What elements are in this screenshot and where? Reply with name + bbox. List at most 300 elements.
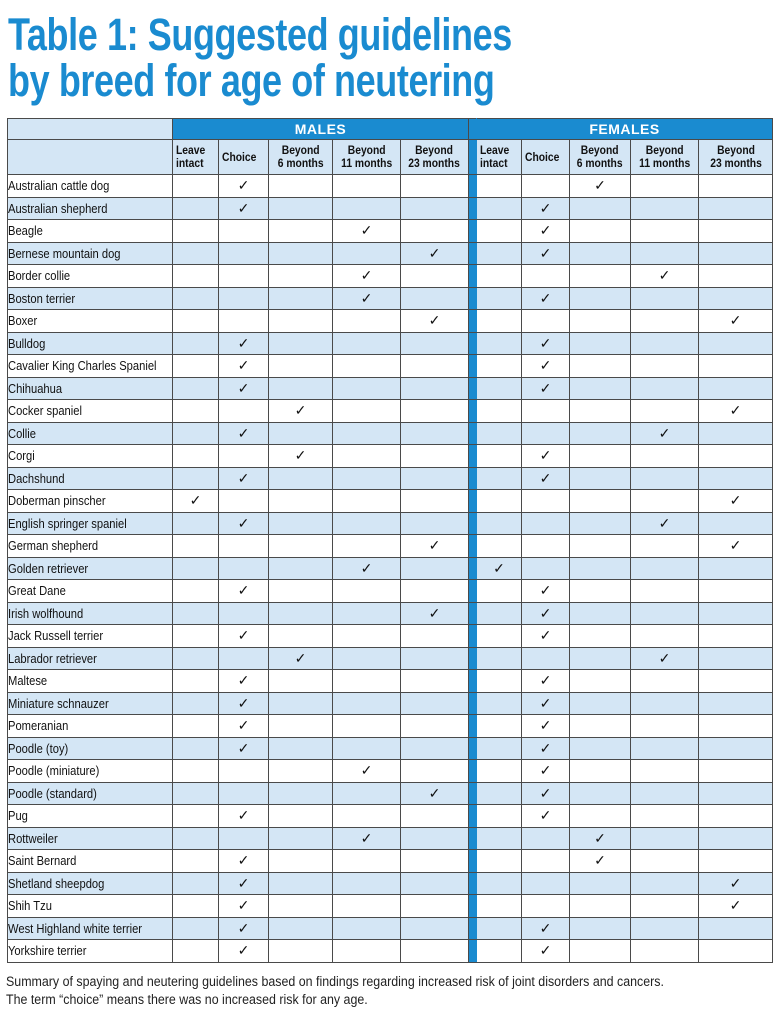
male-cell-11 (333, 737, 401, 760)
female-cell-23 (699, 760, 773, 783)
female-cell-choice (522, 715, 570, 738)
male-cell-choice (219, 602, 269, 625)
breed-name: Shih Tzu (8, 898, 52, 914)
male-cell-11 (333, 917, 401, 940)
male-cell-11 (333, 287, 401, 310)
female-cell-6 (570, 220, 631, 243)
male-cell-23 (401, 760, 469, 783)
column-divider (469, 490, 477, 513)
check-icon: ✓ (539, 762, 552, 779)
male-cell-choice (219, 737, 269, 760)
table-row (8, 557, 773, 580)
male-cell-choice (219, 850, 269, 873)
table-row (8, 422, 773, 445)
check-icon: ✓ (493, 559, 505, 576)
female-cell-23 (699, 850, 773, 873)
breed-name: Australian shepherd (8, 200, 108, 216)
female-cell-23 (699, 827, 773, 850)
corner-cell (8, 119, 173, 140)
col-header-line-2: intact (176, 156, 204, 170)
check-icon: ✓ (539, 739, 552, 756)
male-cell-23 (401, 422, 469, 445)
male-cell-6 (269, 242, 333, 265)
female-cell-6 (570, 940, 631, 963)
male-cell-intact (173, 737, 219, 760)
male-cell-choice (219, 647, 269, 670)
male-cell-intact (173, 760, 219, 783)
female-cell-choice (522, 467, 570, 490)
table-row (8, 220, 773, 243)
male-cell-11 (333, 692, 401, 715)
col-header-line-1: Beyond (645, 143, 684, 157)
male-cell-choice (219, 895, 269, 918)
breed-name: Doberman pinscher (8, 493, 106, 509)
column-divider (469, 400, 477, 423)
female-cell-intact (477, 917, 522, 940)
female-col-header-1 (522, 140, 570, 175)
female-cell-6 (570, 355, 631, 378)
male-cell-choice (219, 872, 269, 895)
breed-cell (8, 490, 173, 513)
male-cell-23 (401, 400, 469, 423)
male-cell-6 (269, 827, 333, 850)
check-icon: ✓ (539, 784, 552, 801)
female-cell-11 (631, 940, 699, 963)
check-icon: ✓ (294, 402, 307, 419)
female-cell-6 (570, 737, 631, 760)
male-cell-choice (219, 310, 269, 333)
male-cell-6 (269, 692, 333, 715)
male-cell-intact (173, 557, 219, 580)
table-row (8, 332, 773, 355)
male-cell-6 (269, 715, 333, 738)
check-icon: ✓ (237, 694, 250, 711)
male-cell-intact (173, 647, 219, 670)
male-cell-11 (333, 400, 401, 423)
breed-cell (8, 940, 173, 963)
column-divider (469, 940, 477, 963)
breed-name: Great Dane (8, 583, 66, 599)
male-cell-23 (401, 332, 469, 355)
female-cell-11 (631, 445, 699, 468)
table-row (8, 647, 773, 670)
male-cell-choice (219, 917, 269, 940)
male-cell-6 (269, 917, 333, 940)
check-icon: ✓ (539, 627, 552, 644)
female-cell-11 (631, 715, 699, 738)
female-cell-23 (699, 220, 773, 243)
check-icon: ✓ (539, 942, 552, 959)
male-cell-6 (269, 625, 333, 648)
breed-cell (8, 760, 173, 783)
male-cell-23 (401, 917, 469, 940)
female-cell-6 (570, 512, 631, 535)
male-cell-6 (269, 737, 333, 760)
column-divider (469, 512, 477, 535)
male-cell-choice (219, 805, 269, 828)
male-cell-11 (333, 602, 401, 625)
female-cell-23 (699, 670, 773, 693)
male-cell-intact (173, 220, 219, 243)
female-cell-intact (477, 760, 522, 783)
female-cell-6 (570, 422, 631, 445)
female-cell-11 (631, 220, 699, 243)
check-icon: ✓ (539, 717, 552, 734)
female-cell-11 (631, 670, 699, 693)
male-cell-intact (173, 310, 219, 333)
breed-name: Cocker spaniel (8, 403, 82, 419)
female-cell-11 (631, 490, 699, 513)
column-divider (469, 242, 477, 265)
table-row (8, 850, 773, 873)
check-icon: ✓ (658, 514, 671, 531)
table-row (8, 940, 773, 963)
male-col-header-4 (401, 140, 469, 175)
male-cell-intact (173, 265, 219, 288)
male-cell-23 (401, 737, 469, 760)
male-cell-23 (401, 242, 469, 265)
female-cell-23 (699, 940, 773, 963)
female-cell-6 (570, 782, 631, 805)
female-cell-intact (477, 400, 522, 423)
column-divider (469, 647, 477, 670)
breed-cell (8, 467, 173, 490)
male-cell-11 (333, 557, 401, 580)
col-header-line-2: 6 months (277, 156, 324, 170)
male-cell-11 (333, 265, 401, 288)
female-cell-6 (570, 332, 631, 355)
female-cell-6 (570, 557, 631, 580)
male-cell-11 (333, 850, 401, 873)
check-icon: ✓ (539, 199, 552, 216)
check-icon: ✓ (237, 199, 250, 216)
female-cell-choice (522, 287, 570, 310)
check-icon: ✓ (237, 672, 250, 689)
female-cell-6 (570, 715, 631, 738)
column-divider (469, 467, 477, 490)
female-cell-11 (631, 625, 699, 648)
table-row (8, 715, 773, 738)
male-cell-6 (269, 647, 333, 670)
male-cell-23 (401, 782, 469, 805)
male-col-header-0 (173, 140, 219, 175)
male-cell-6 (269, 490, 333, 513)
female-cell-6 (570, 197, 631, 220)
male-cell-23 (401, 805, 469, 828)
male-cell-choice (219, 175, 269, 198)
female-cell-intact (477, 940, 522, 963)
female-cell-6 (570, 175, 631, 198)
column-divider (469, 805, 477, 828)
breed-name: West Highland white terrier (8, 920, 143, 936)
table-row (8, 737, 773, 760)
breed-cell (8, 782, 173, 805)
col-header-line-1: Beyond (716, 143, 755, 157)
male-cell-intact (173, 715, 219, 738)
check-icon: ✓ (360, 267, 373, 284)
female-cell-choice (522, 175, 570, 198)
female-cell-11 (631, 512, 699, 535)
female-cell-intact (477, 557, 522, 580)
breed-name: Collie (8, 425, 36, 441)
col-header-line-2: 11 months (638, 156, 691, 170)
male-cell-23 (401, 872, 469, 895)
female-cell-23 (699, 467, 773, 490)
breed-cell (8, 692, 173, 715)
check-icon: ✓ (237, 582, 250, 599)
male-cell-intact (173, 917, 219, 940)
table-row (8, 467, 773, 490)
group-header-row (8, 119, 773, 140)
female-cell-choice (522, 310, 570, 333)
female-cell-intact (477, 625, 522, 648)
title-line-1: Table 1: Suggested guidelines (8, 9, 512, 60)
breed-cell (8, 422, 173, 445)
male-cell-11 (333, 805, 401, 828)
female-cell-choice (522, 737, 570, 760)
female-cell-23 (699, 557, 773, 580)
male-cell-6 (269, 445, 333, 468)
male-cell-23 (401, 512, 469, 535)
footnote (6, 973, 733, 1009)
male-cell-choice (219, 265, 269, 288)
col-header-line-1: Leave (480, 143, 510, 157)
column-divider (469, 557, 477, 580)
female-cell-6 (570, 467, 631, 490)
breed-name: Bernese mountain dog (8, 245, 121, 261)
female-cell-6 (570, 625, 631, 648)
female-cell-6 (570, 265, 631, 288)
male-cell-11 (333, 490, 401, 513)
check-icon: ✓ (237, 739, 250, 756)
female-col-header-2 (570, 140, 631, 175)
female-cell-choice (522, 445, 570, 468)
check-icon: ✓ (539, 469, 552, 486)
male-cell-23 (401, 850, 469, 873)
column-divider (469, 872, 477, 895)
female-cell-6 (570, 760, 631, 783)
female-cell-23 (699, 782, 773, 805)
check-icon: ✓ (539, 582, 552, 599)
female-cell-choice (522, 760, 570, 783)
breed-name: Miniature schnauzer (8, 695, 109, 711)
table-row (8, 580, 773, 603)
female-col-header-4 (699, 140, 773, 175)
check-icon: ✓ (428, 244, 441, 261)
breed-name: Pug (8, 808, 28, 824)
female-cell-6 (570, 602, 631, 625)
check-icon: ✓ (594, 177, 606, 194)
female-cell-intact (477, 512, 522, 535)
female-col-header-0 (477, 140, 522, 175)
female-cell-23 (699, 197, 773, 220)
female-cell-6 (570, 580, 631, 603)
female-cell-11 (631, 827, 699, 850)
table-row (8, 692, 773, 715)
female-cell-intact (477, 850, 522, 873)
male-cell-choice (219, 670, 269, 693)
female-cell-choice (522, 895, 570, 918)
check-icon: ✓ (360, 829, 373, 846)
check-icon: ✓ (237, 469, 250, 486)
female-cell-11 (631, 850, 699, 873)
male-cell-6 (269, 377, 333, 400)
check-icon: ✓ (539, 379, 552, 396)
table-row (8, 355, 773, 378)
female-cell-intact (477, 467, 522, 490)
female-cell-intact (477, 490, 522, 513)
table-row (8, 512, 773, 535)
check-icon: ✓ (428, 784, 441, 801)
column-divider (469, 197, 477, 220)
breed-cell (8, 557, 173, 580)
female-cell-intact (477, 265, 522, 288)
male-cell-23 (401, 287, 469, 310)
female-cell-23 (699, 422, 773, 445)
male-cell-11 (333, 535, 401, 558)
female-cell-choice (522, 535, 570, 558)
breed-cell (8, 895, 173, 918)
breed-name: Australian cattle dog (8, 178, 110, 194)
check-icon: ✓ (658, 649, 671, 666)
female-cell-23 (699, 355, 773, 378)
male-cell-11 (333, 355, 401, 378)
male-cell-intact (173, 850, 219, 873)
female-cell-23 (699, 647, 773, 670)
female-cell-choice (522, 670, 570, 693)
male-cell-6 (269, 895, 333, 918)
male-cell-intact (173, 242, 219, 265)
female-cell-intact (477, 422, 522, 445)
check-icon: ✓ (294, 447, 307, 464)
breed-cell (8, 400, 173, 423)
female-cell-6 (570, 917, 631, 940)
female-cell-6 (570, 445, 631, 468)
male-cell-choice (219, 715, 269, 738)
column-divider (469, 692, 477, 715)
female-cell-11 (631, 737, 699, 760)
check-icon: ✓ (237, 717, 250, 734)
footnote-line-1: Summary of spaying and neutering guidelines based on findings regarding increased risk of joint disorders and cancers. (6, 974, 664, 989)
breed-cell (8, 355, 173, 378)
male-cell-intact (173, 287, 219, 310)
males-header: MALES (173, 119, 469, 140)
female-cell-11 (631, 760, 699, 783)
check-icon: ✓ (539, 604, 552, 621)
breed-name: Jack Russell terrier (8, 628, 104, 644)
male-cell-23 (401, 580, 469, 603)
female-cell-intact (477, 602, 522, 625)
male-cell-11 (333, 377, 401, 400)
female-cell-intact (477, 197, 522, 220)
female-cell-11 (631, 535, 699, 558)
breed-cell (8, 917, 173, 940)
male-cell-6 (269, 422, 333, 445)
male-cell-11 (333, 512, 401, 535)
male-cell-6 (269, 535, 333, 558)
breed-name: Border collie (8, 268, 71, 284)
column-divider (469, 332, 477, 355)
female-cell-11 (631, 355, 699, 378)
female-cell-intact (477, 377, 522, 400)
breed-name: Labrador retriever (8, 650, 97, 666)
check-icon: ✓ (658, 424, 671, 441)
female-cell-11 (631, 287, 699, 310)
col-header-line-1: Choice (222, 149, 257, 164)
female-cell-choice (522, 490, 570, 513)
table-body (8, 175, 773, 963)
column-divider (469, 220, 477, 243)
column-divider (469, 917, 477, 940)
col-header-line-1: Choice (525, 149, 560, 164)
breed-cell (8, 265, 173, 288)
female-cell-23 (699, 872, 773, 895)
breed-name: Boxer (8, 313, 38, 329)
column-divider (469, 422, 477, 445)
female-cell-23 (699, 715, 773, 738)
male-cell-23 (401, 715, 469, 738)
footnote-line-2: The term “choice” means there was no increased risk for any age. (6, 992, 368, 1007)
breed-name: Yorkshire terrier (8, 943, 87, 959)
female-cell-11 (631, 467, 699, 490)
female-cell-intact (477, 872, 522, 895)
male-cell-intact (173, 602, 219, 625)
check-icon: ✓ (539, 694, 552, 711)
column-divider (469, 827, 477, 850)
female-cell-choice (522, 647, 570, 670)
breed-name: Poodle (standard) (8, 785, 97, 801)
female-cell-intact (477, 805, 522, 828)
female-cell-6 (570, 287, 631, 310)
female-cell-23 (699, 265, 773, 288)
breed-cell (8, 805, 173, 828)
col-header-line-2: 23 months (408, 156, 461, 170)
male-cell-11 (333, 827, 401, 850)
male-cell-intact (173, 355, 219, 378)
breed-cell (8, 332, 173, 355)
column-divider (469, 287, 477, 310)
female-cell-choice (522, 377, 570, 400)
female-cell-choice (522, 872, 570, 895)
check-icon: ✓ (539, 807, 552, 824)
male-cell-23 (401, 377, 469, 400)
column-divider (469, 782, 477, 805)
male-cell-23 (401, 355, 469, 378)
male-cell-choice (219, 332, 269, 355)
male-cell-6 (269, 872, 333, 895)
breed-name: Irish wolfhound (8, 605, 84, 621)
male-cell-intact (173, 692, 219, 715)
female-cell-11 (631, 175, 699, 198)
column-divider (469, 602, 477, 625)
female-cell-6 (570, 895, 631, 918)
male-cell-6 (269, 580, 333, 603)
check-icon: ✓ (237, 379, 250, 396)
breed-name: Pomeranian (8, 718, 69, 734)
male-cell-11 (333, 242, 401, 265)
col-header-line-1: Beyond (347, 143, 386, 157)
col-header-line-2: intact (480, 156, 508, 170)
check-icon: ✓ (360, 222, 373, 239)
female-cell-choice (522, 625, 570, 648)
male-cell-intact (173, 580, 219, 603)
female-cell-11 (631, 602, 699, 625)
table-row (8, 827, 773, 850)
table-row (8, 782, 773, 805)
female-cell-23 (699, 242, 773, 265)
male-cell-choice (219, 355, 269, 378)
male-cell-6 (269, 602, 333, 625)
